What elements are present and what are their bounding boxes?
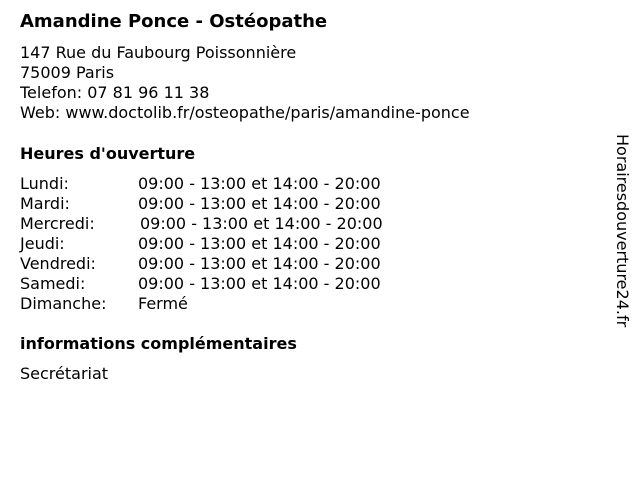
- day-label: Mardi:: [20, 194, 70, 213]
- phone-line: Telefon: 07 81 96 11 38: [20, 83, 210, 102]
- address-street: 147 Rue du Faubourg Poissonnière: [20, 43, 297, 62]
- day-label: Vendredi:: [20, 254, 96, 273]
- hours-row-tuesday: [20, 194, 440, 214]
- time-range: 09:00 - 13:00 et 14:00 - 20:00: [138, 254, 381, 273]
- day-label: Mercredi:: [20, 214, 95, 233]
- opening-hours-heading: Heures d'ouverture: [20, 144, 196, 163]
- hours-row-friday: [20, 254, 440, 274]
- hours-row-thursday: [20, 234, 440, 254]
- website-line: Web: www.doctolib.fr/osteopathe/paris/amandine-ponce: [20, 103, 470, 122]
- day-label: Samedi:: [20, 274, 86, 293]
- additional-info-heading: informations complémentaires: [20, 334, 297, 353]
- time-range: 09:00 - 13:00 et 14:00 - 20:00: [138, 174, 381, 193]
- address-city: 75009 Paris: [20, 63, 115, 82]
- time-range: 09:00 - 13:00 et 14:00 - 20:00: [138, 234, 381, 253]
- hours-row-monday: [20, 174, 440, 194]
- time-range: 09:00 - 13:00 et 14:00 - 20:00: [138, 194, 381, 213]
- day-label: Dimanche:: [20, 294, 107, 313]
- day-label: Jeudi:: [20, 234, 65, 253]
- time-range: Fermé: [138, 294, 188, 313]
- site-watermark: Horairesdouverture24.fr: [613, 134, 632, 328]
- day-label: Lundi:: [20, 174, 69, 193]
- hours-row-wednesday: [20, 214, 440, 234]
- hours-row-sunday: [20, 294, 440, 314]
- time-range: 09:00 - 13:00 et 14:00 - 20:00: [138, 274, 381, 293]
- opening-hours-table: [20, 174, 440, 314]
- hours-row-saturday: [20, 274, 440, 294]
- business-contact-block: [20, 43, 470, 123]
- additional-info-text: Secrétariat: [20, 364, 109, 383]
- business-name: Amandine Ponce - Ostéopathe: [20, 11, 328, 32]
- time-range: 09:00 - 13:00 et 14:00 - 20:00: [140, 214, 383, 233]
